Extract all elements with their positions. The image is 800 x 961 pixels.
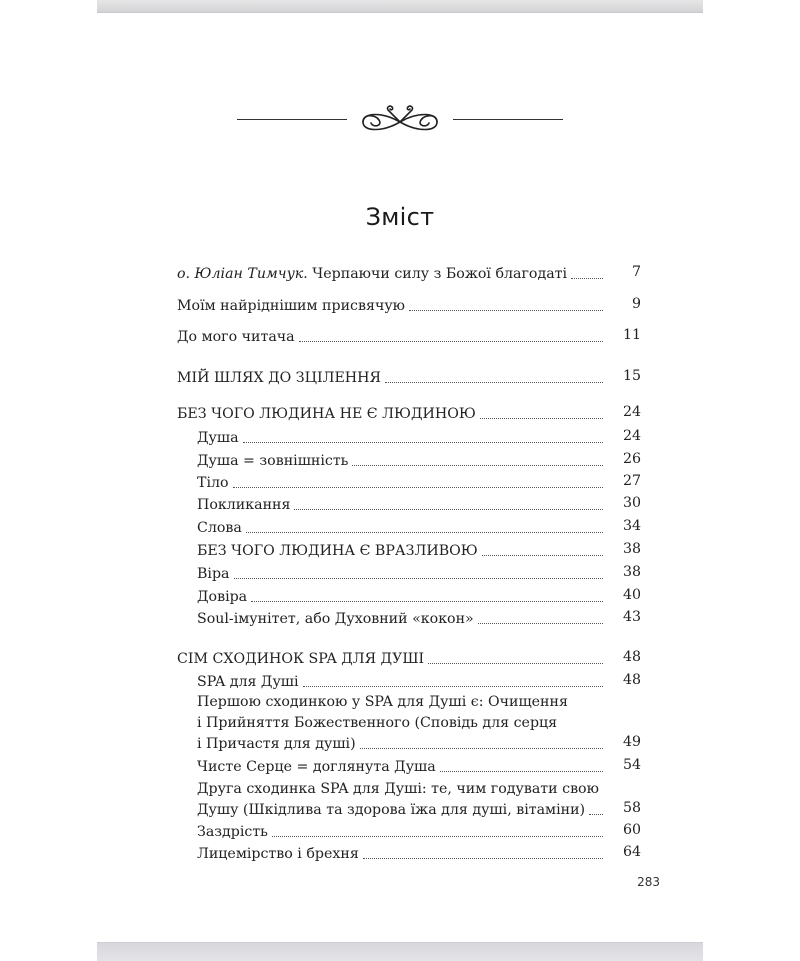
toc-entry-title: Віра [197,566,230,582]
dot-leader [234,578,603,579]
toc-page-number: 38 [622,564,641,580]
toc-page-number: 43 [622,609,641,625]
dot-leader [428,663,603,664]
dot-leader [363,858,603,859]
toc-entry-title: Заздрість [197,824,268,840]
toc-entry-title: Покликання [197,497,291,513]
toc-entry[interactable] [177,471,641,492]
bottom-page-edge [97,942,703,961]
dot-leader [571,278,603,279]
toc-page-number: 38 [622,541,641,557]
dot-leader [478,623,603,624]
toc-page-number: 54 [622,757,641,773]
toc-page-number: 58 [622,800,641,816]
toc-entry-title: Слова [197,520,242,536]
toc-entry-title: БЕЗ ЧОГО ЛЮДИНА НЕ Є ЛЮДИНОЮ [177,406,476,422]
toc-page-number: 48 [622,672,641,688]
dot-leader [272,836,603,837]
toc-entry[interactable] [177,493,641,514]
toc-entry-title: Душа = зовнішність [197,453,349,469]
dot-leader [482,555,603,556]
toc-entry-title: Довіра [197,589,248,605]
toc-entry-title: Душа [197,430,239,446]
toc-entry[interactable] [177,402,641,423]
toc-entry[interactable] [177,690,641,753]
toc-entry-title [177,266,567,283]
page-number: 283 [637,875,660,889]
toc-entry-title: Моїм найріднішим присвячую [177,298,406,314]
toc-entry-title: і Прийняття Божественного (Сповідь для серця [197,715,558,731]
toc-page-number: 40 [622,587,641,603]
toc-entry[interactable] [177,366,641,387]
toc-entry-text: Черпаючи силу з Божої благодаті [307,266,568,282]
toc-page-number: 60 [622,822,641,838]
toc-page-number: 7 [631,264,641,280]
dot-leader [589,814,603,815]
toc-page-number: 64 [622,844,641,860]
toc-entry[interactable] [177,755,641,776]
toc-entry-title: і Причастя для душі) [197,736,356,752]
toc-entry[interactable] [177,585,641,606]
ornament-divider [230,100,570,140]
toc-entry-title: Друга сходинка SPA для Душі: те, чим годувати свою [197,781,599,797]
dot-leader [251,601,603,602]
toc-entry[interactable] [177,449,641,470]
dot-leader [233,487,603,488]
toc-page-number: 49 [622,734,641,750]
toc-entry-title: Чисте Серце = доглянута Душа [197,759,436,775]
toc-entry[interactable] [177,294,641,315]
dot-leader [409,310,603,311]
page-title: Зміст [365,203,435,231]
divider-line-right [453,119,563,120]
toc-page-number: 9 [631,296,641,312]
toc-entry[interactable] [177,607,641,628]
toc-page-number: 11 [622,327,641,343]
toc-entry[interactable] [177,647,641,668]
dot-leader [480,418,603,419]
toc-entry-author: о. Юліан Тимчук. [177,266,308,282]
toc-entry-title: БЕЗ ЧОГО ЛЮДИНА Є ВРАЗЛИВОЮ [197,543,478,559]
dot-leader [299,341,603,342]
toc-page-number: 34 [622,518,641,534]
toc-page-number: 48 [622,649,641,665]
toc-entry-title: Душу (Шкідлива та здорова їжа для душі, вітаміни) [197,802,586,818]
toc-entry[interactable] [177,820,641,841]
toc-page-number: 27 [622,473,641,489]
toc-entry[interactable] [177,426,641,447]
toc-entry[interactable] [177,670,641,691]
toc-entry-title: SPA для Душі [197,674,299,690]
dot-leader [303,686,603,687]
toc-entry-title: Лицемірство і брехня [197,846,359,862]
toc-page-number: 24 [622,404,641,420]
toc-entry[interactable] [177,325,641,346]
toc-entry-title: До мого читача [177,329,295,345]
dot-leader [352,465,603,466]
toc-entry-title: Першою сходинкою у SPA для Душі є: Очищення [197,694,568,710]
dot-leader [294,509,603,510]
divider-line-left [237,119,347,120]
dot-leader [440,771,603,772]
dot-leader [246,532,603,533]
toc-page-number: 30 [622,495,641,511]
toc-entry[interactable] [177,777,641,819]
dot-leader [243,442,603,443]
toc-page-number: 24 [622,428,641,444]
dot-leader [360,748,603,749]
toc-entry[interactable] [177,562,641,583]
dot-leader [385,382,603,383]
toc-entry[interactable] [177,539,641,560]
toc-entry[interactable] [177,262,641,283]
toc-entry-title: МІЙ ШЛЯХ ДО ЗЦІЛЕННЯ [177,370,382,386]
toc-entry-title: Soul-імунітет, або Духовний «кокон» [197,611,474,627]
top-page-edge [97,0,703,13]
toc-entry-title: Тіло [197,475,229,491]
toc-page-number: 15 [622,368,641,384]
toc-entry[interactable] [177,842,641,863]
flourish-divider-icon [355,102,445,138]
toc-page-number: 26 [622,451,641,467]
toc-entry[interactable] [177,516,641,537]
toc-entry-title: СІМ СХОДИНОК SPA ДЛЯ ДУШІ [177,651,425,667]
